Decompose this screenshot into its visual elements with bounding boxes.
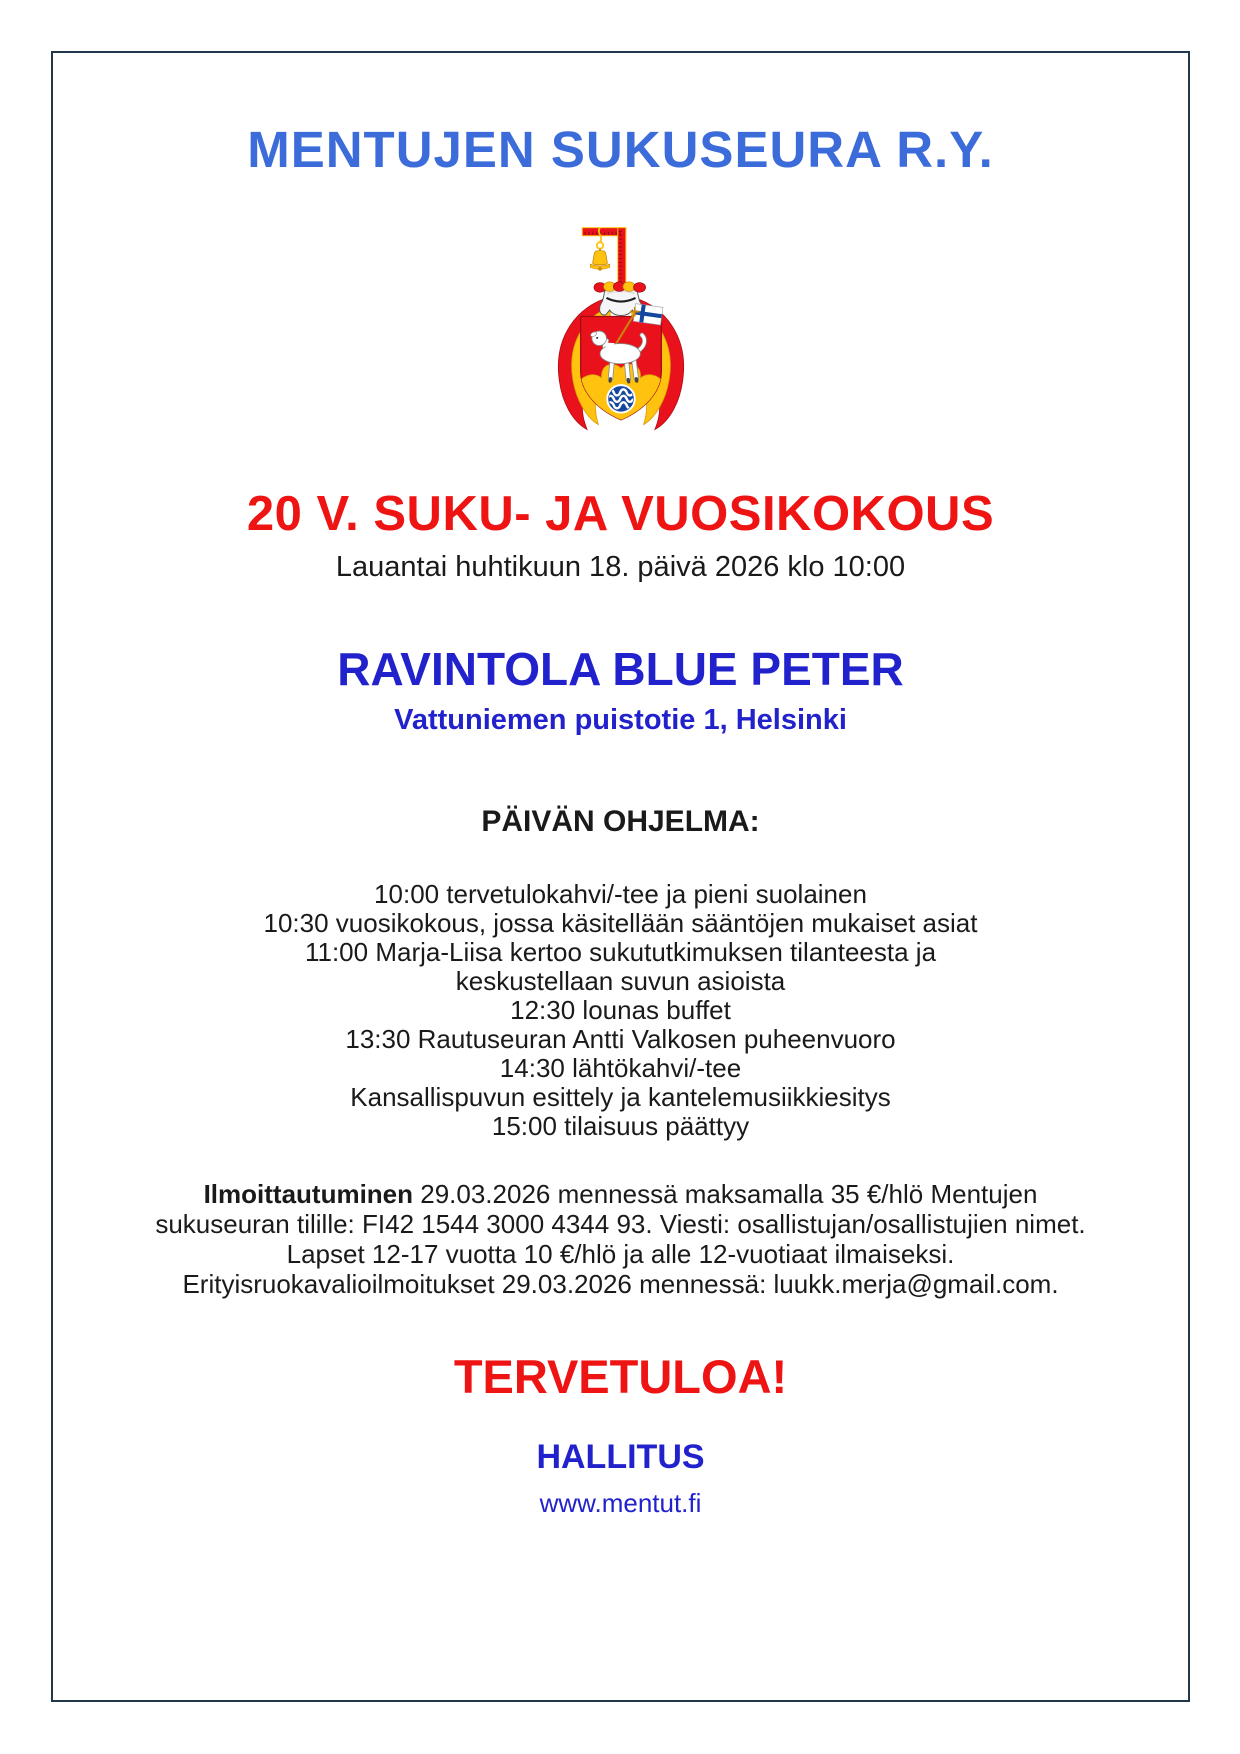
torse-icon bbox=[593, 281, 645, 291]
program-item: 10:30 vuosikokous, jossa käsitellään sääntöjen mukaiset asiat bbox=[263, 907, 978, 938]
finnish-banner-icon bbox=[633, 303, 663, 324]
program-item: 13:30 Rautuseuran Antti Valkosen puheenvuoro bbox=[345, 1023, 896, 1054]
registration-line bbox=[53, 1179, 1188, 1209]
venue-name: RAVINTOLA BLUE PETER bbox=[337, 643, 904, 696]
registration-info bbox=[53, 1179, 1188, 1299]
poster-content bbox=[53, 53, 1188, 1519]
wave-roundel-icon bbox=[607, 385, 634, 412]
program-item: 14:30 lähtökahvi/-tee bbox=[499, 1052, 742, 1083]
program-item: 11:00 Marja-Liisa kertoo sukututkimuksen tilanteesta ja bbox=[304, 936, 937, 967]
website-link[interactable]: www.mentut.fi bbox=[539, 1487, 702, 1518]
program-item: Kansallispuvun esittely ja kantelemusiikkiesitys bbox=[350, 1081, 891, 1112]
family-crest-icon bbox=[532, 218, 710, 436]
program-heading: PÄIVÄN OHJELMA: bbox=[481, 804, 760, 838]
program-item: 12:30 lounas buffet bbox=[510, 994, 731, 1025]
signature: HALLITUS bbox=[536, 1438, 705, 1477]
registration-lead: Ilmoittautuminen bbox=[203, 1178, 414, 1209]
organization-title: MENTUJEN SUKUSEURA R.Y. bbox=[247, 121, 994, 178]
closing-greeting: TERVETULOA! bbox=[453, 1349, 788, 1403]
registration-line: Erityisruokavalioilmoitukset 29.03.2026 mennessä: luukk.merja@gmail.com. bbox=[182, 1268, 1059, 1299]
event-title: 20 V. SUKU- JA VUOSIKOKOUS bbox=[246, 486, 995, 541]
program-item: keskustellaan suvun asioista bbox=[455, 965, 786, 996]
registration-line: sukuseuran tilille: FI42 1544 3000 4344 93. Viesti: osallistujan/osallistujien nimet. bbox=[155, 1208, 1086, 1239]
crest-container bbox=[53, 218, 1188, 438]
program-item: 15:00 tilaisuus päättyy bbox=[491, 1110, 750, 1141]
page-border-frame bbox=[51, 51, 1190, 1702]
program-item: 10:00 tervetulokahvi/-tee ja pieni suolainen bbox=[374, 878, 867, 909]
program-list bbox=[53, 880, 1188, 1141]
registration-line: Lapset 12-17 vuotta 10 €/hlö ja alle 12-vuotiaat ilmaiseksi. bbox=[286, 1238, 955, 1269]
venue-address: Vattuniemen puistotie 1, Helsinki bbox=[394, 703, 847, 736]
event-datetime: Lauantai huhtikuun 18. päivä 2026 klo 10:00 bbox=[335, 550, 906, 583]
registration-line1-rest: 29.03.2026 mennessä maksamalla 35 €/hlö Mentujen bbox=[413, 1178, 1038, 1209]
